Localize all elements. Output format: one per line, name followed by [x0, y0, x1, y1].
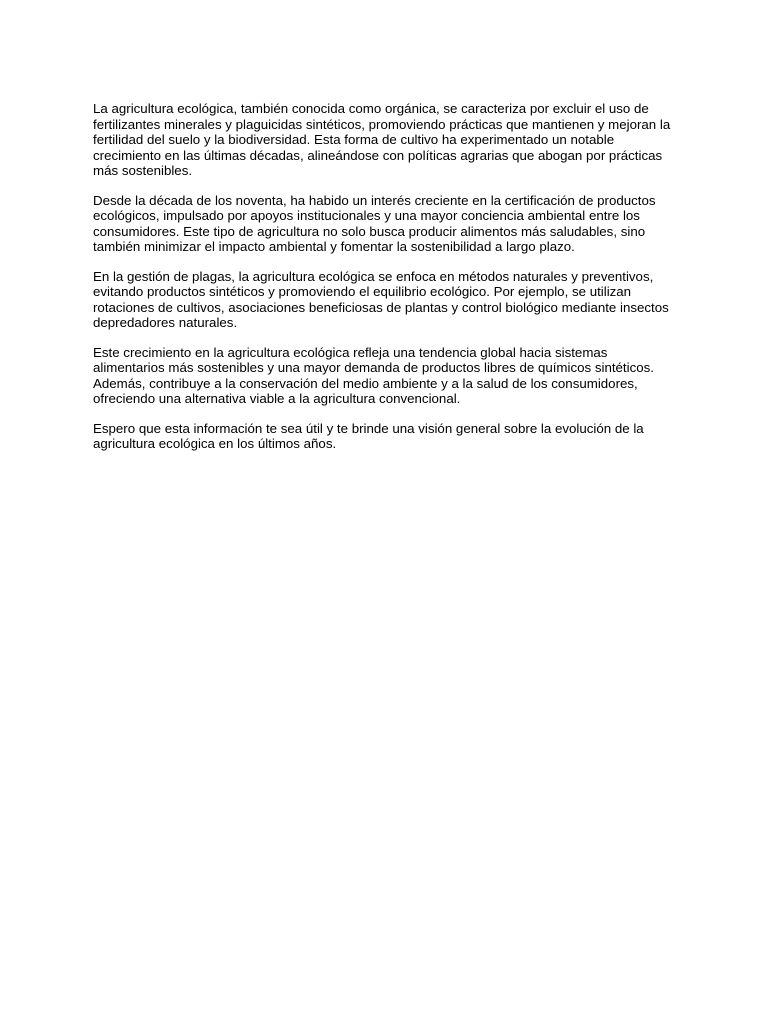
- paragraph-3: En la gestión de plagas, la agricultura ecológica se enfoca en métodos naturales y preventivos, evitando productos sintéticos y promoviendo el equilibrio ecológico. Por ejemplo, se utilizan rotaciones de cultivos, asociaciones beneficiosas de plantas y control biológico mediante insectos depredadores naturales.: [93, 268, 669, 330]
- paragraph-1: La agricultura ecológica, también conocida como orgánica, se caracteriza por excluir el uso de fertilizantes minerales y plaguicidas sintéticos, promoviendo prácticas que mantienen y mejoran la fertilidad del suelo y la biodiversidad. Esta forma de cultivo ha experimentado un notable crecimiento en las últimas décadas, alineándose con políticas agrarias que abogan por prácticas más sostenibles.: [93, 101, 671, 178]
- paragraph-5: Espero que esta información te sea útil y te brinde una visión general sobre la evolución de la agricultura ecológica en los últimos años.: [93, 420, 644, 451]
- paragraph-4: Este crecimiento en la agricultura ecológica refleja una tendencia global hacia sistemas alimentarios más sostenibles y una mayor demanda de productos libres de químicos sintéticos. Además, contribuye a la conservación del medio ambiente y a la salud de los consumidores, ofreciendo una alternativa viable a la agricultura convencional.: [93, 344, 654, 406]
- paragraph-2: Desde la década de los noventa, ha habido un interés creciente en la certificación de productos ecológicos, impulsado por apoyos institucionales y una mayor conciencia ambiental entre los consumidores. Este tipo de agricultura no solo busca producir alimentos más saludables, sino también minimizar el impacto ambiental y fomentar la sostenibilidad a largo plazo.: [93, 192, 656, 254]
- document-body: [93, 101, 681, 466]
